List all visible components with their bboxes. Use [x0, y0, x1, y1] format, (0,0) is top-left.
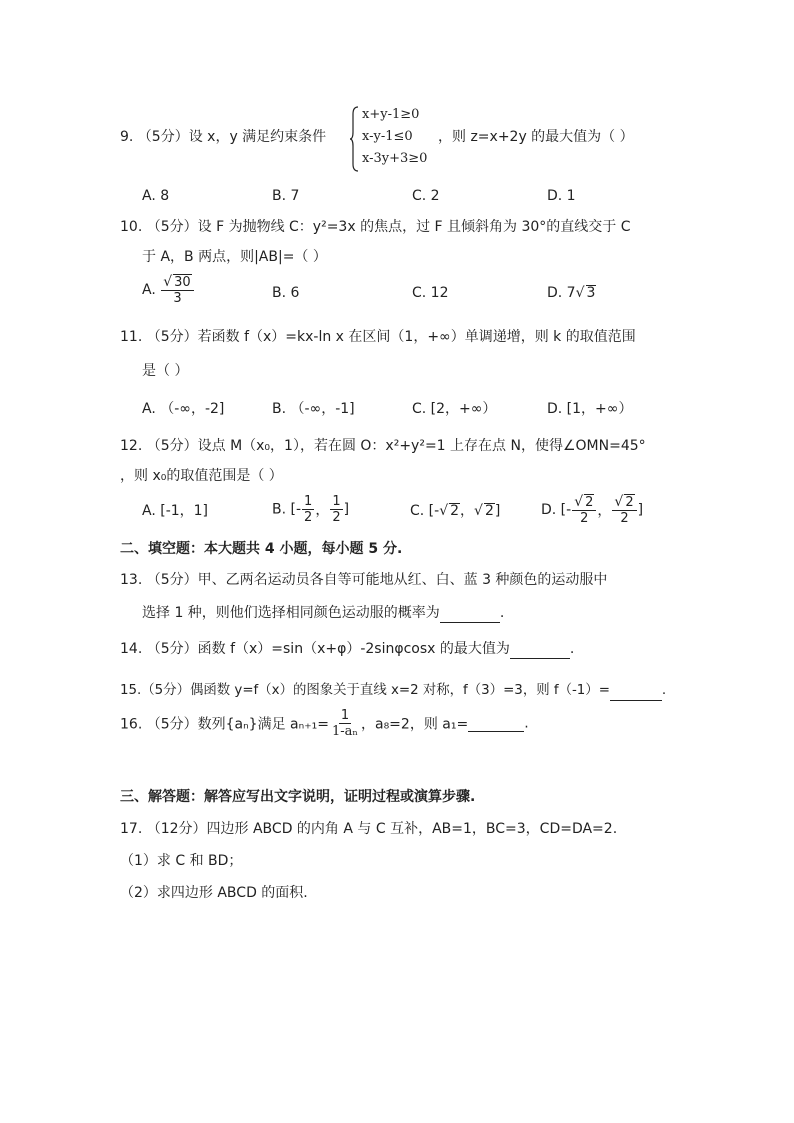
q16-denominator: 1-aₙ [331, 724, 358, 739]
q10-option-a-label: A. [142, 282, 156, 298]
q15-line [120, 682, 666, 701]
q12-option-d-den-2: 2 [620, 511, 629, 526]
q10-option-b: B. 6 [272, 285, 300, 301]
q10-option-c: C. 12 [412, 285, 449, 301]
q14-end: . [569, 641, 575, 657]
q12-option-b-num-2: 1 [332, 494, 341, 509]
sqrt-icon: √ [575, 285, 585, 301]
q9-brace [350, 106, 360, 172]
q9-option-b: B. 7 [272, 188, 300, 204]
q13-line-2-text: 选择 1 种，则他们选择相同颜色运动服的概率为 [142, 605, 440, 621]
q9-stem-post: ，则 z=x+2y 的最大值为（ ） [438, 129, 634, 145]
q12-line-2: ，则 x₀的取值范围是（ ） [120, 468, 283, 484]
q16-line [120, 708, 529, 739]
answer-blank [510, 640, 570, 659]
q16-text-post: ，a₈=2，则 a₁= [360, 716, 469, 733]
q12-option-b-label: B. [- [272, 501, 302, 518]
q9-option-c: C. 2 [412, 188, 440, 204]
q10-option-d [547, 284, 596, 302]
q11-option-c: C. [2，+∞） [412, 401, 497, 417]
sqrt-icon: √ [614, 494, 624, 510]
q10-option-a-denominator: 3 [173, 291, 182, 306]
q12-option-d-num-1 [572, 494, 596, 511]
q12-option-d-rad-2: 2 [625, 495, 634, 510]
q16-numerator: 1 [340, 708, 350, 723]
q10-option-a-numerator [161, 274, 193, 291]
q9-constraint-2: x-y-1≤0 [362, 129, 413, 144]
q12-option-c [410, 502, 500, 520]
q11-line-2: 是（ ） [142, 363, 189, 379]
q10-line-2: 于 A，B 两点，则|AB|=（ ） [142, 249, 327, 265]
q12-option-d-den-1: 2 [580, 511, 589, 526]
q10-option-a [142, 274, 195, 306]
q12-option-d-frac-2 [612, 494, 636, 526]
q9-constraints [362, 104, 427, 170]
q13-end: . [499, 605, 505, 621]
q11-option-d: D. [1，+∞） [547, 401, 633, 417]
q12-option-b [272, 494, 349, 525]
q10-option-a-radicand: 30 [174, 275, 191, 290]
q9-option-d: D. 1 [547, 188, 576, 204]
sqrt-icon: √ [474, 503, 483, 519]
q11-option-a: A. （-∞，-2] [142, 401, 225, 417]
q12-option-b-den-2: 2 [332, 510, 341, 525]
q12-option-b-frac-1 [302, 494, 314, 525]
q12-option-c-sep: ， [460, 503, 475, 519]
q12-option-d-num-2 [612, 494, 636, 511]
q12-option-b-frac-2 [330, 494, 342, 525]
q12-option-b-den-1: 2 [304, 510, 313, 525]
q9-stem [120, 128, 326, 146]
q17-part-2: （2）求四边形 ABCD 的面积. [120, 885, 308, 901]
q17-part-1: （1）求 C 和 BD； [120, 853, 243, 869]
q12-option-a: A. [-1，1] [142, 503, 209, 519]
answer-blank [440, 604, 500, 623]
q12-option-d-end: ] [637, 502, 644, 518]
q11-option-b: B. （-∞，-1] [272, 401, 355, 417]
q12-option-c-rad-2: 2 [484, 503, 494, 519]
section-2-heading: 二、填空题：本大题共 4 小题，每小题 5 分. [120, 541, 403, 557]
q13-line-2 [142, 604, 504, 623]
q12-option-d-sep: ， [597, 503, 612, 519]
q12-option-c-end: ] [494, 503, 501, 519]
q12-option-b-end: ] [343, 501, 350, 518]
q9-stem-pre: 9. （5分）设 x，y 满足约束条件 [120, 129, 327, 145]
sqrt-icon: √ [163, 274, 173, 290]
q17-line: 17. （12分）四边形 ABCD 的内角 A 与 C 互补，AB=1，BC=3，CD=DA=2. [120, 821, 618, 837]
q9-constraint-1: x+y-1≥0 [362, 107, 420, 122]
q15-end: . [661, 683, 667, 698]
q12-option-d-label: D. [- [541, 502, 572, 518]
q10-option-d-label: D. 7 [547, 285, 576, 301]
q12-option-c-label: C. [- [410, 503, 440, 519]
q12-line-1: 12. （5分）设点 M（x₀，1），若在圆 O：x²+y²=1 上存在点 N，使得∠OMN=45° [120, 438, 646, 454]
q12-option-d-rad-1: 2 [585, 495, 594, 510]
q9-constraint-3: x-3y+3≥0 [362, 151, 428, 166]
q12-option-c-rad-1: 2 [450, 503, 460, 519]
q12-option-b-sep: ， [315, 502, 330, 519]
section-3-heading: 三、解答题：解答应写出文字说明，证明过程或演算步骤. [120, 789, 476, 805]
q11-line-1: 11. （5分）若函数 f（x）=kx-ln x 在区间（1，+∞）单调递增，则 k 的取值范围 [120, 329, 636, 345]
q14-text: 14. （5分）函数 f（x）=sin（x+φ）-2sinφcosx 的最大值为 [120, 641, 510, 657]
q12-option-d-frac-1 [572, 494, 596, 526]
q12-option-b-num-1: 1 [304, 494, 313, 509]
q13-line-1: 13. （5分）甲、乙两名运动员各自等可能地从红、白、蓝 3 种颜色的运动服中 [120, 572, 608, 588]
answer-blank [610, 682, 662, 701]
q10-line-1: 10. （5分）设 F 为抛物线 C：y²=3x 的焦点，过 F 且倾斜角为 30°的直线交于 C [120, 219, 631, 235]
q16-text-pre: 16. （5分）数列{aₙ}满足 aₙ₊₁= [120, 716, 329, 733]
answer-blank [468, 715, 524, 732]
q16-end: . [524, 715, 529, 732]
q15-text: 15.（5分）偶函数 y=f（x）的图象关于直线 x=2 对称，f（3）=3，则 f（-1）= [120, 683, 610, 698]
sqrt-icon: √ [574, 494, 584, 510]
q9-option-a: A. 8 [142, 188, 170, 204]
q16-fraction [330, 708, 360, 739]
q12-option-d [541, 494, 643, 526]
sqrt-icon: √ [439, 503, 449, 519]
q10-option-d-radicand: 3 [586, 285, 596, 301]
q14-line [120, 640, 574, 659]
q10-option-a-fraction [161, 274, 193, 306]
